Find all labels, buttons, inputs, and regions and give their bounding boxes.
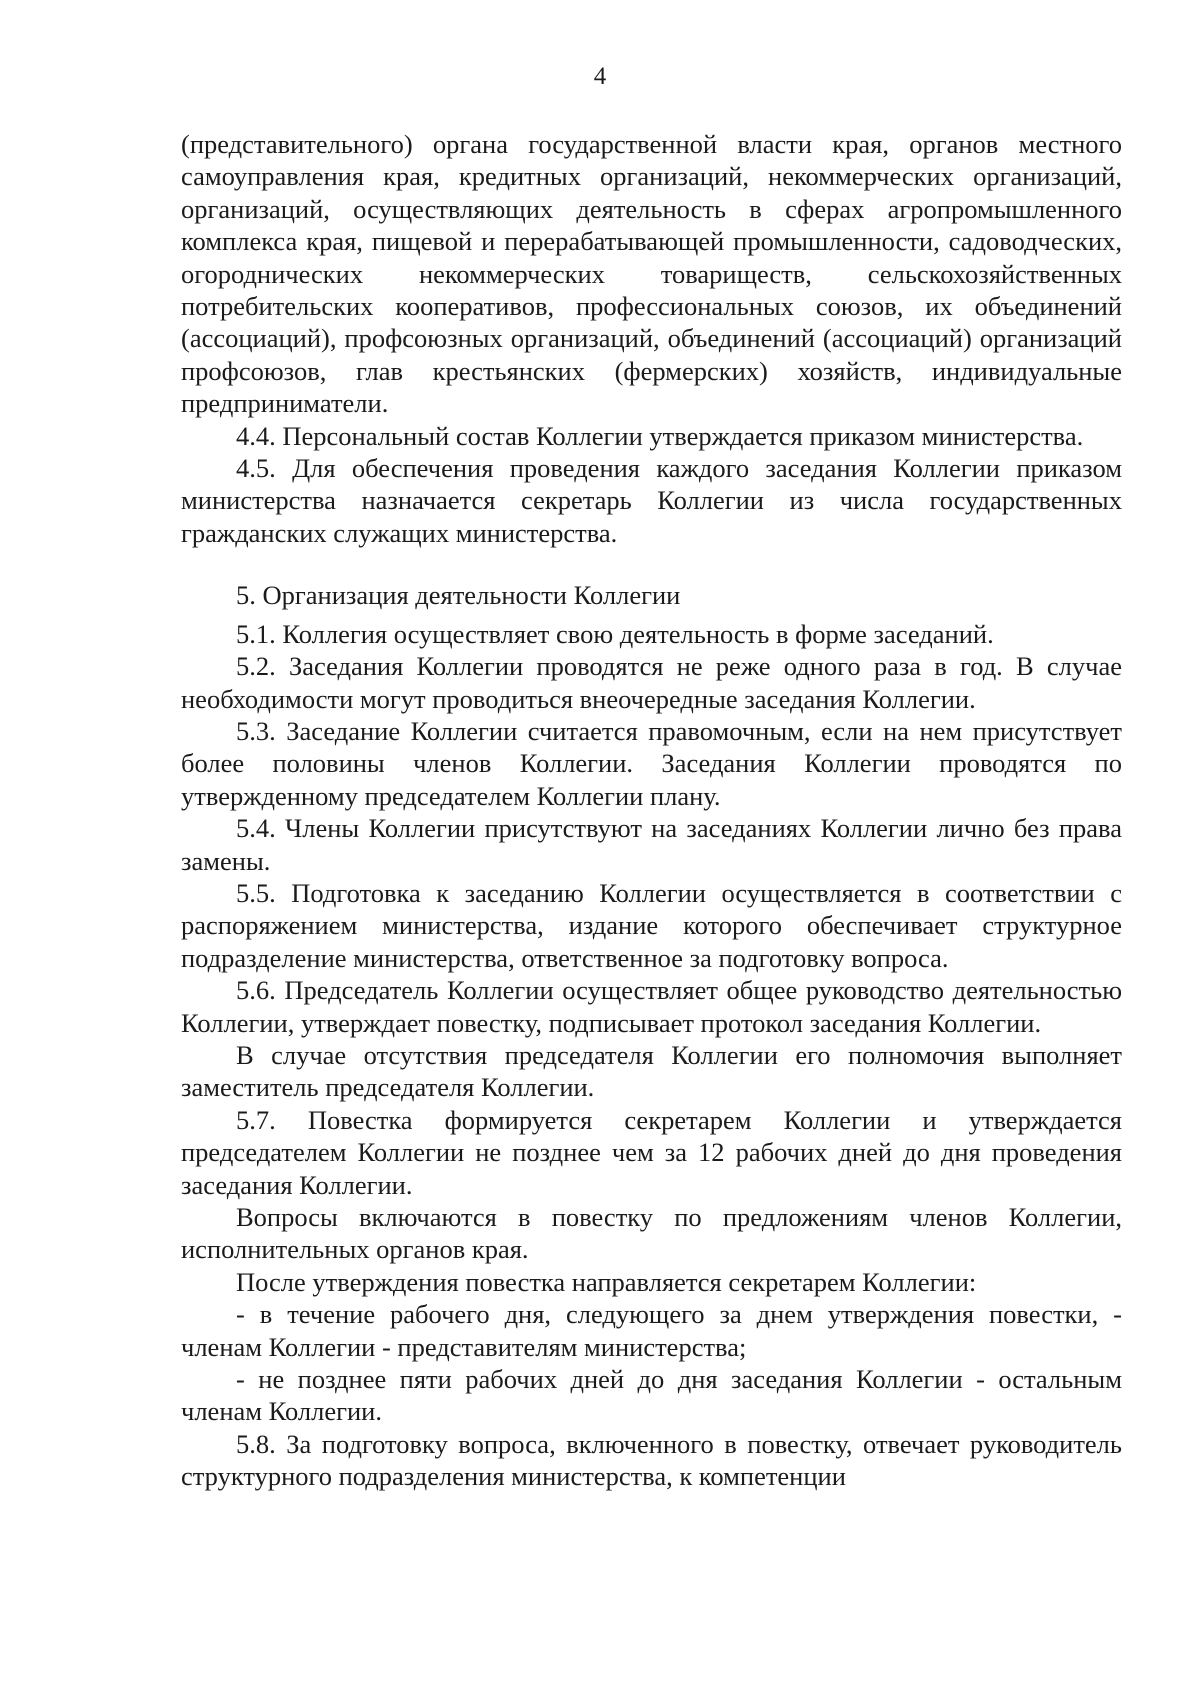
paragraph-5-7-questions: Вопросы включаются в повестку по предложениям членов Коллегии, исполнительных органов края. [181, 1202, 1122, 1265]
paragraph-5-7-distribution: После утверждения повестка направляется секретарем Коллегии: [236, 1266, 977, 1297]
list-item-other-members: - не позднее пяти рабочих дней до дня заседания Коллегии - остальным членам Коллегии. [181, 1364, 1122, 1427]
paragraph-continuation: (представительного) органа государственной власти края, органов местного самоуправления края, кредитных организаций, некоммерческих организаций, организаций, осуществляющих деятельность в сферах агропромышленного комплекса края, пищевой и перерабатывающей промышленности, садоводческих, огороднических некоммерческих товариществ, сельскохозяйственных потребительских кооперативов, профессиональных союзов, их объединений (ассоциаций), профсоюзных организаций, объединений (ассоциаций) организаций профсоюзов, глав крестьянских (фермерских) хозяйств, индивидуальные предприниматели. [181, 129, 1122, 419]
document-body [181, 128, 1122, 1493]
paragraph-5-4: 5.4. Члены Коллегии присутствуют на заседаниях Коллегии лично без права замены. [181, 813, 1122, 876]
paragraph-5-6: 5.6. Председатель Коллегии осуществляет общее руководство деятельностью Коллегии, утверждает повестку, подписывает протокол заседания Коллегии. [181, 975, 1122, 1038]
section-title: 5. Организация деятельности Коллегии [236, 580, 681, 611]
page-number: 4 [593, 63, 607, 90]
paragraph-4-4: 4.4. Персональный состав Коллегии утверждается приказом министерства. [236, 420, 1084, 451]
paragraph-5-5: 5.5. Подготовка к заседанию Коллегии осуществляется в соответствии с распоряжением министерства, издание которого обеспечивает структурное подразделение министерства, ответственное за подготовку вопроса. [181, 877, 1122, 973]
paragraph-4-5: 4.5. Для обеспечения проведения каждого заседания Коллегии приказом министерства назначается секретарь Коллегии из числа государственных гражданских служащих министерства. [181, 453, 1122, 548]
list-item-ministry-members: - в течение рабочего дня, следующего за днем утверждения повестки, - членам Коллегии - представителям министерства; [181, 1299, 1122, 1362]
paragraph-5-1: 5.1. Коллегия осуществляет свою деятельность в форме заседаний. [236, 618, 994, 649]
paragraph-5-6-deputy: В случае отсутствия председателя Коллегии его полномочия выполняет заместитель председателя Коллегии. [181, 1039, 1122, 1103]
paragraph-5-7: 5.7. Повестка формируется секретарем Коллегии и утверждается председателем Коллегии не позднее чем за 12 рабочих дней до дня проведения заседания Коллегии. [181, 1104, 1122, 1200]
paragraph-5-3: 5.3. Заседание Коллегии считается правомочным, если на нем присутствует более половины членов Коллегии. Заседания Коллегии проводятся по утвержденному председателем Коллегии плану. [181, 715, 1122, 811]
paragraph-5-2: 5.2. Заседания Коллегии проводятся не реже одного раза в год. В случае необходимости могут проводиться внеочередные заседания Коллегии. [181, 651, 1122, 714]
paragraph-5-8: 5.8. За подготовку вопроса, включенного в повестку, отвечает руководитель структурного подразделения министерства, к компетенции [181, 1428, 1122, 1492]
